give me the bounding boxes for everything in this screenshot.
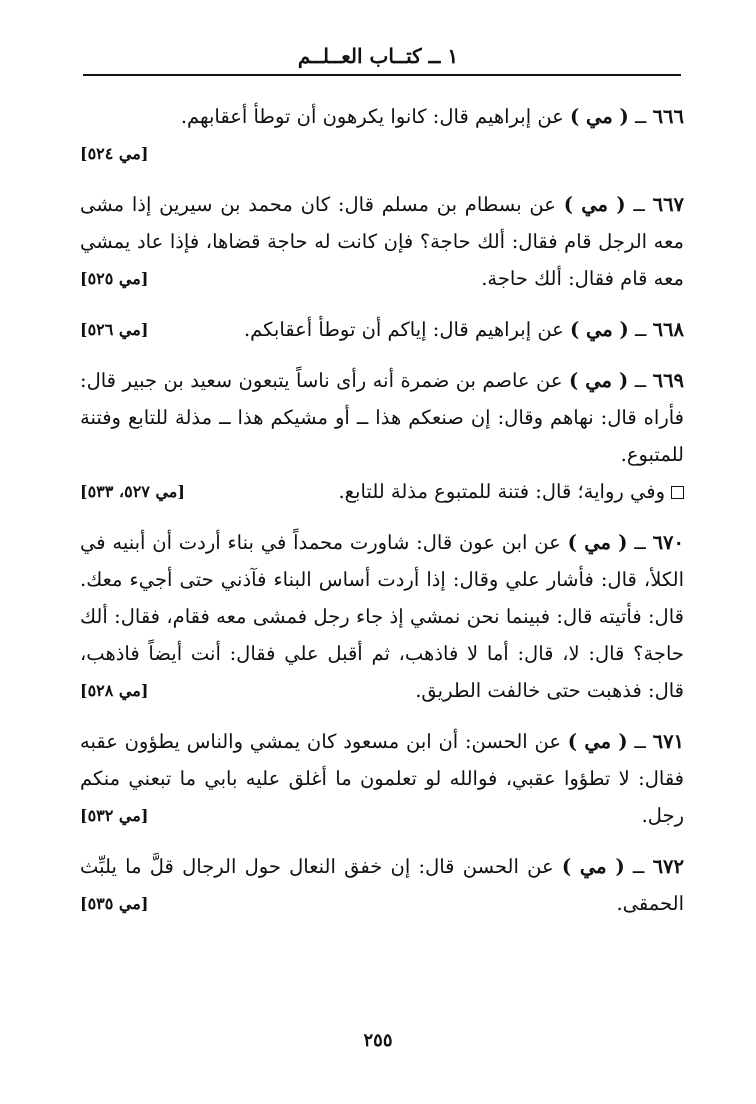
entry-number: ٦٧١ bbox=[652, 730, 684, 753]
citation: [مي ٥٣٥] bbox=[80, 894, 149, 913]
entry-669: ٦٦٩ ــ ( مي ) عن عاصم بن ضمرة أنه رأى ناساً يتبعون سعيد بن جبير قال: فأراه قال: نهاهم وقال: إن صنعكم هذا ــ أو مشيكم هذا ــ مذلة للتابع وفتنة للمتبوع. [مي ٥٢٧، ٥٣٣] وفي رواية؛ قال: فتنة للمتبوع مذلة للتابع. bbox=[80, 362, 684, 510]
citation: [مي ٥٢٥] bbox=[80, 269, 149, 288]
entry-667: ٦٦٧ ــ ( مي ) عن بسطام بن مسلم قال: كان محمد بن سيرين إذا مشى معه الرجل قام فقال: ألك حاجة؟ فإن كانت له حاجة قضاها، فإذا عاد يمشي معه قام فقال: ألك حاجة. [مي ٥٢٥] bbox=[80, 186, 684, 297]
page-header: ١ ــ كتــاب العــلــم bbox=[297, 44, 459, 68]
citation: [مي ٥٣٢] bbox=[80, 806, 149, 825]
source-code: ( مي ) bbox=[568, 369, 629, 392]
content bbox=[80, 98, 684, 936]
entry-text: عن إبراهيم قال: إياكم أن توطأ أعقابكم. bbox=[243, 318, 564, 341]
source-code: ( مي ) bbox=[570, 318, 629, 341]
citation: [مي ٥٢٨] bbox=[80, 681, 149, 700]
source-code: ( مي ) bbox=[561, 855, 625, 878]
entry-text: عن الحسن قال: إن خفق النعال حول الرجال قلَّ ما يلبِّث الحمقى. bbox=[80, 855, 684, 915]
entry-text: عن بسطام بن مسلم قال: كان محمد بن سيرين إذا مشى معه الرجل قام فقال: ألك حاجة؟ فإن كانت له حاجة قضاها، فإذا عاد يمشي معه قام فقال: ألك حاجة. bbox=[80, 193, 684, 290]
entry-text: عن ابن عون قال: شاورت محمداً في بناء أردت أن أبنيه في الكلأ، قال: فأشار علي وقال: إذا أردت أساس البناء فآذني حتى أجيء معك. قال: فأتيته قال: فبينما نحن نمشي إذ جاء رجل فمشى معه فقام، فقال: ألك حاجة؟ قال: لا، قال: أما لا فاذهب، ثم أقبل علي فقال: أنت أيضاً فاذهب، قال: فذهبت حتى خالفت الطريق. bbox=[80, 531, 684, 702]
entry-670: ٦٧٠ ــ ( مي ) عن ابن عون قال: شاورت محمداً في بناء أردت أن أبنيه في الكلأ، قال: فأشار علي وقال: إذا أردت أساس البناء فآذني حتى أجيء معك. قال: فأتيته قال: فبينما نحن نمشي إذ جاء رجل فمشى معه فقام، فقال: ألك حاجة؟ قال: لا، قال: أما لا فاذهب، ثم أقبل علي فقال: أنت أيضاً فاذهب، قال: فذهبت حتى خالفت الطريق. [مي ٥٢٨] bbox=[80, 524, 684, 709]
citation: [مي ٥٢٧، ٥٣٣] bbox=[80, 482, 185, 501]
square-bullet-icon bbox=[671, 486, 684, 499]
page-number: ٢٥٥ bbox=[363, 1030, 393, 1051]
entry-666: ٦٦٦ ــ ( مي ) عن إبراهيم قال: كانوا يكرهون أن توطأ أعقابهم. [مي ٥٢٤] bbox=[80, 98, 684, 172]
entry-671: ٦٧١ ــ ( مي ) عن الحسن: أن ابن مسعود كان يمشي والناس يطؤون عقبه فقال: لا تطؤوا عقبي، فوالله لو تعلمون ما أغلق عليه بابي ما تبعني منكم رجل. [مي ٥٣٢] bbox=[80, 723, 684, 834]
source-code: ( مي ) bbox=[563, 193, 626, 216]
entry-number: ٦٦٦ bbox=[652, 105, 684, 128]
citation: [مي ٥٢٤] bbox=[80, 144, 149, 163]
variant-note: وفي رواية؛ قال: فتنة للمتبوع مذلة للتابع. bbox=[338, 480, 665, 503]
entry-number: ٦٧٢ bbox=[652, 855, 684, 878]
entry-number: ٦٦٧ bbox=[652, 193, 684, 216]
source-code: ( مي ) bbox=[567, 531, 628, 554]
source-code: ( مي ) bbox=[570, 105, 629, 128]
entry-number: ٦٦٨ bbox=[652, 318, 684, 341]
entry-number: ٦٧٠ bbox=[652, 531, 684, 554]
source-code: ( مي ) bbox=[567, 730, 628, 753]
entry-text: عن إبراهيم قال: كانوا يكرهون أن توطأ أعقابهم. bbox=[180, 105, 564, 128]
entry-672: ٦٧٢ ــ ( مي ) عن الحسن قال: إن خفق النعال حول الرجال قلَّ ما يلبِّث الحمقى. [مي ٥٣٥] bbox=[80, 848, 684, 922]
entry-668: [مي ٥٢٦] ٦٦٨ ــ ( مي ) عن إبراهيم قال: إياكم أن توطأ أعقابكم. bbox=[80, 311, 684, 348]
entry-number: ٦٦٩ bbox=[652, 369, 685, 392]
entry-text: عن الحسن: أن ابن مسعود كان يمشي والناس يطؤون عقبه فقال: لا تطؤوا عقبي، فوالله لو تعلمون ما أغلق عليه بابي ما تبعني منكم رجل. bbox=[80, 730, 684, 827]
entry-text: عن عاصم بن ضمرة أنه رأى ناساً يتبعون سعيد بن جبير قال: فأراه قال: نهاهم وقال: إن صنعكم هذا ــ أو مشيكم هذا ــ مذلة للتابع وفتنة للمتبوع. bbox=[80, 369, 684, 466]
header-rule bbox=[83, 74, 681, 76]
citation: [مي ٥٢٦] bbox=[80, 320, 149, 339]
